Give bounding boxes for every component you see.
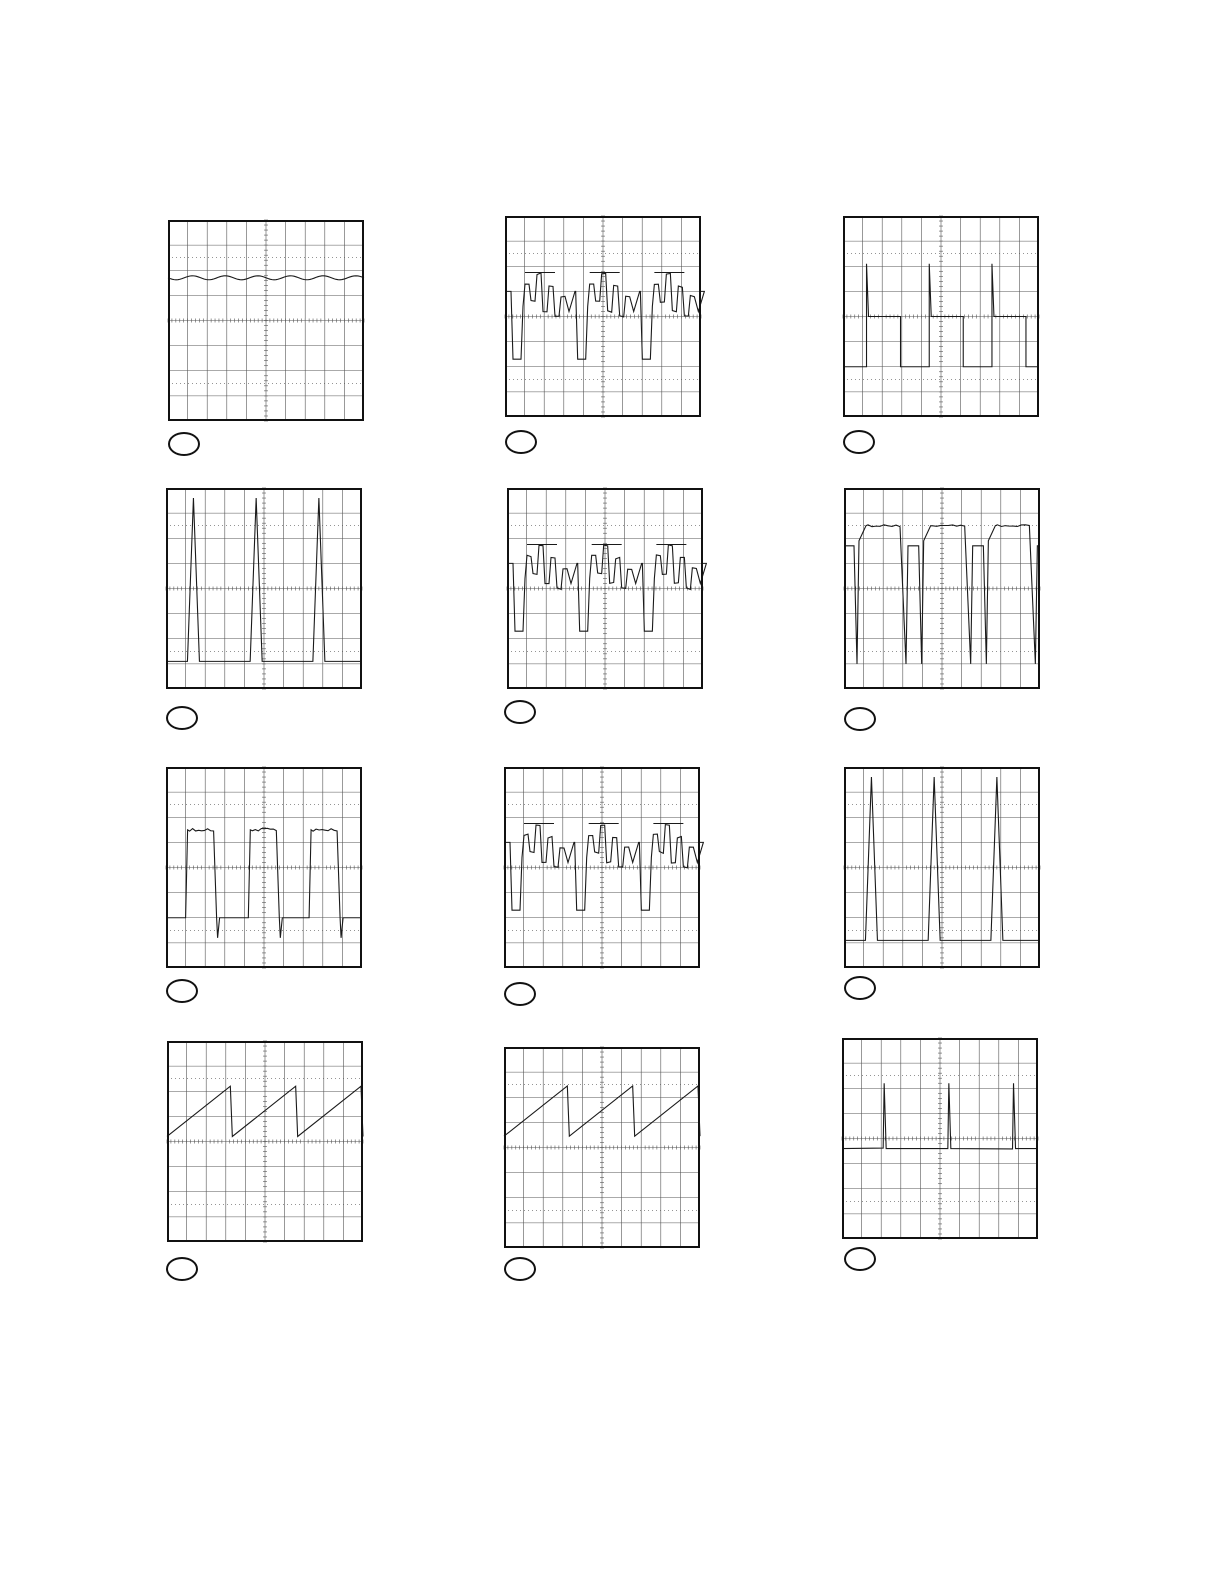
waveform-marker-circle-12 (844, 1247, 876, 1271)
scope-screen-6 (844, 488, 1040, 689)
waveform-marker-circle-11 (504, 1257, 536, 1281)
waveform-marker-circle-4 (166, 706, 198, 730)
scope-screen-9 (844, 767, 1040, 968)
scope-screen-5 (507, 488, 703, 689)
scope-screen-12 (842, 1038, 1038, 1239)
waveform-marker-circle-6 (844, 707, 876, 731)
scope-screen-4 (166, 488, 362, 689)
scope-screen-11 (504, 1047, 700, 1248)
scope-screen-1 (168, 220, 364, 421)
waveform-marker-circle-10 (166, 1257, 198, 1281)
waveform-marker-circle-3 (843, 430, 875, 454)
scope-screen-2 (505, 216, 701, 417)
scope-screen-10 (167, 1041, 363, 1242)
waveform-marker-circle-1 (168, 432, 200, 456)
waveform-marker-circle-9 (844, 976, 876, 1000)
waveform-marker-circle-5 (504, 700, 536, 724)
waveform-marker-circle-2 (505, 430, 537, 454)
scope-screen-8 (504, 767, 700, 968)
waveform-marker-circle-8 (504, 982, 536, 1006)
scope-screen-3 (843, 216, 1039, 417)
scope-screen-7 (166, 767, 362, 968)
waveform-marker-circle-7 (166, 979, 198, 1003)
